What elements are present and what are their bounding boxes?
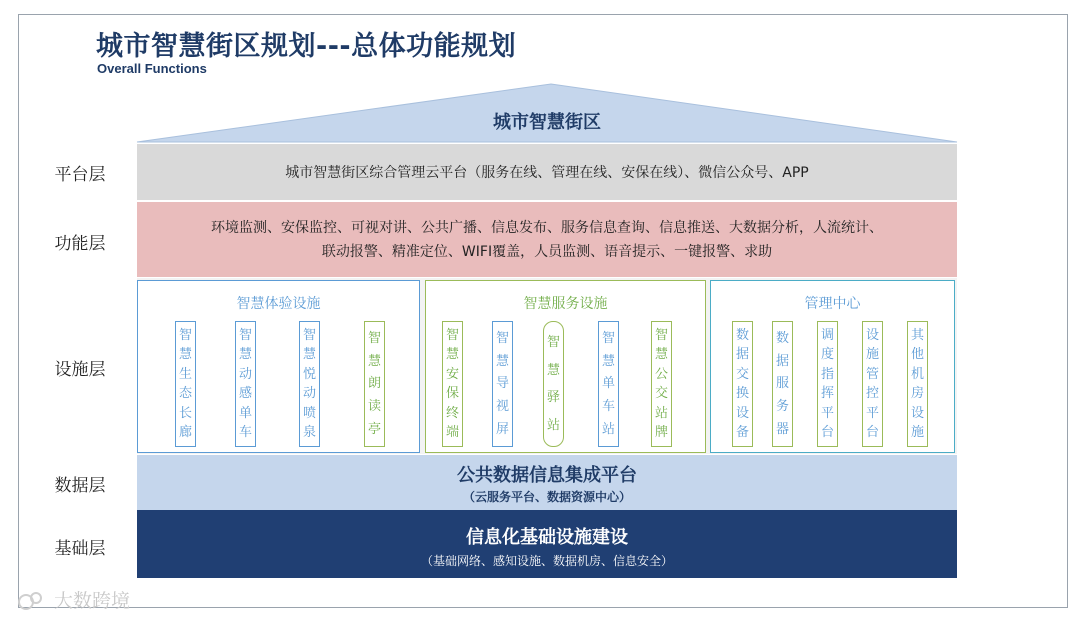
group-title-experience: 智慧体验设施: [236, 296, 321, 312]
facility-item: 智 慧 公 交 站 牌: [651, 321, 672, 447]
facility-item: 智 慧 安 保 终 端: [442, 321, 463, 447]
base-layer-subtitle: （基础网络、感知设施、数据机房、信息安全）: [420, 554, 673, 568]
data-layer-subtitle: （云服务平台、数据资源中心）: [462, 490, 631, 504]
facility-item: 智 慧 悦 动 喷 泉: [299, 321, 320, 447]
layer-label-facility: 设施层: [54, 360, 106, 380]
page-title: 城市智慧街区规划---总体功能规划: [96, 31, 517, 62]
facility-item: 智 慧 动 感 单 车: [235, 321, 256, 447]
facility-item: 智 慧 单 车 站: [598, 321, 619, 447]
function-line-2: 联动报警、精准定位、WIFI覆盖，人员监测、语音提示、一键报警、求助: [321, 243, 773, 260]
base-layer: [137, 510, 957, 578]
function-layer: [137, 202, 957, 277]
facility-item: 数 据 服 务 器: [772, 321, 793, 447]
layer-label-platform: 平台层: [54, 165, 106, 185]
facility-item: 智 慧 驿 站: [543, 321, 564, 447]
watermark: [14, 586, 130, 613]
function-line-1: 环境监测、安保监控、可视对讲、公共广播、信息发布、服务信息查询、信息推送、大数据分析，人流统计、: [211, 219, 883, 236]
facility-item: 智 慧 朗 读 亭: [364, 321, 385, 447]
layer-label-data: 数据层: [54, 476, 106, 496]
data-layer: [137, 455, 957, 510]
facility-item: 智 慧 生 态 长 廊: [175, 321, 196, 447]
layer-label-function: 功能层: [54, 234, 106, 254]
weibo-logo-icon: [14, 589, 48, 611]
facility-item: 数 据 交 换 设 备: [732, 321, 753, 447]
facility-item: 设 施 管 控 平 台: [862, 321, 883, 447]
group-title-management: 管理中心: [804, 296, 861, 312]
data-layer-title: 公共数据信息集成平台: [457, 465, 637, 486]
base-layer-title: 信息化基础设施建设: [466, 527, 628, 548]
facility-item: 调 度 指 挥 平 台: [817, 321, 838, 447]
group-title-service: 智慧服务设施: [523, 296, 608, 312]
layer-label-base: 基础层: [54, 539, 106, 559]
roof-label: 城市智慧街区: [493, 112, 601, 133]
page-subtitle: Overall Functions: [97, 61, 207, 76]
watermark-text: 大数跨境: [54, 590, 131, 612]
facility-item: 其 他 机 房 设 施: [907, 321, 928, 447]
facility-item: 智 慧 导 视 屏: [492, 321, 513, 447]
platform-text: 城市智慧街区综合管理云平台（服务在线、管理在线、安保在线）、微信公众号、APP: [285, 165, 809, 181]
platform-layer: [137, 144, 957, 200]
